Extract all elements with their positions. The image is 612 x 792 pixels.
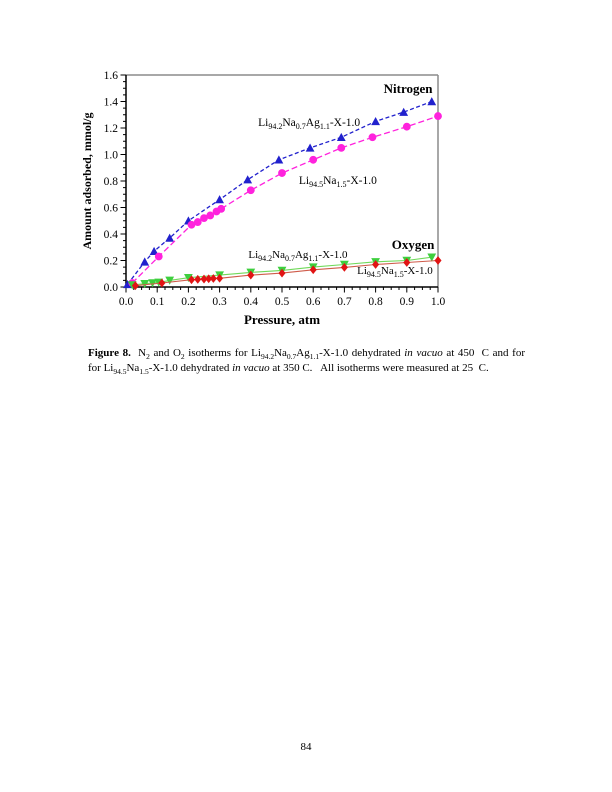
caption-segment: -X-1.0 dehydrated	[319, 347, 405, 359]
x-tick-label: 0.1	[150, 296, 165, 308]
caption-segment: and O	[149, 347, 181, 359]
caption-segment: 1.5	[139, 366, 149, 376]
caption-segment: Na	[274, 347, 287, 359]
caption-segment: at 450 C and for for Li	[88, 347, 525, 374]
y-tick-label: 0.4	[103, 229, 118, 241]
figure-caption	[88, 346, 525, 376]
caption-segment: in vacuo	[232, 361, 270, 374]
caption-segment: Ag	[296, 347, 310, 359]
annotation-li-94-2-na-0-7-ag-1-1-x-1-0: $Li_{94.2}Na_{0.7}Ag_{1.1}-X-1.0$	[248, 249, 348, 264]
caption-segment: in vacuo	[404, 347, 443, 359]
x-tick-label: 0.2	[181, 296, 196, 308]
caption-segment: -X-1.0 dehydrated	[148, 361, 233, 374]
caption-segment: Na	[126, 361, 140, 374]
caption-segment: 2	[146, 352, 150, 362]
annotation-li-94-5-na-1-5-x-1-0: $Li_{94.5}Na_{1.5}-X-1.0$	[298, 175, 377, 190]
page-number: 84	[300, 741, 312, 753]
y-tick-label: 1.6	[103, 70, 118, 82]
x-tick-label: 0.5	[274, 296, 290, 308]
y-tick-label: 1.0	[103, 149, 118, 162]
x-tick-label: 0.0	[118, 296, 134, 308]
x-axis-title: Pressure, atm	[243, 312, 321, 327]
y-tick-label: 0.8	[103, 176, 118, 188]
figure-8-chart	[80, 58, 470, 330]
annotation-oxygen: Oxygen	[391, 236, 435, 252]
x-tick-label: 0.8	[368, 296, 383, 308]
caption-segment: isotherms for Li	[184, 347, 261, 359]
x-tick-label: 0.6	[306, 296, 321, 308]
isotherm-plot	[80, 58, 470, 330]
caption-segment: 94.2	[260, 352, 275, 362]
caption-segment: at 350 C. All isotherms were measured at 25 C.	[269, 361, 489, 374]
caption-segment: Figure 8.	[88, 347, 131, 359]
x-tick-label: 1.0	[430, 296, 446, 308]
caption-segment: 1.1	[309, 352, 320, 362]
annotation-nitrogen: Nitrogen	[383, 81, 433, 97]
y-tick-label: 0.2	[103, 255, 118, 268]
caption-segment: N	[130, 347, 147, 359]
caption-segment: 2	[180, 352, 185, 362]
annotation-li-94-2-na-0-7-ag-1-1-x-1-0: $Li_{94.2}Na_{0.7}Ag_{1.1}-X-1.0$	[258, 117, 361, 132]
annotation-li-94-5-na-1-5-x-1-0: $Li_{94.5}Na_{1.5}-X-1.0$	[357, 265, 433, 280]
y-tick-label: 0.0	[103, 282, 118, 294]
x-tick-label: 0.3	[212, 296, 227, 308]
y-axis-title: Amount adsorbed, mmol/g	[80, 112, 94, 250]
y-tick-label: 1.2	[103, 123, 118, 135]
y-tick-label: 1.4	[103, 96, 118, 109]
x-tick-label: 0.4	[243, 296, 258, 308]
x-tick-label: 0.7	[337, 296, 352, 308]
caption-segment: 0.7	[286, 352, 297, 362]
x-tick-label: 0.9	[399, 296, 414, 308]
caption-segment: 94.5	[113, 366, 127, 376]
y-tick-label: 0.6	[103, 202, 118, 215]
